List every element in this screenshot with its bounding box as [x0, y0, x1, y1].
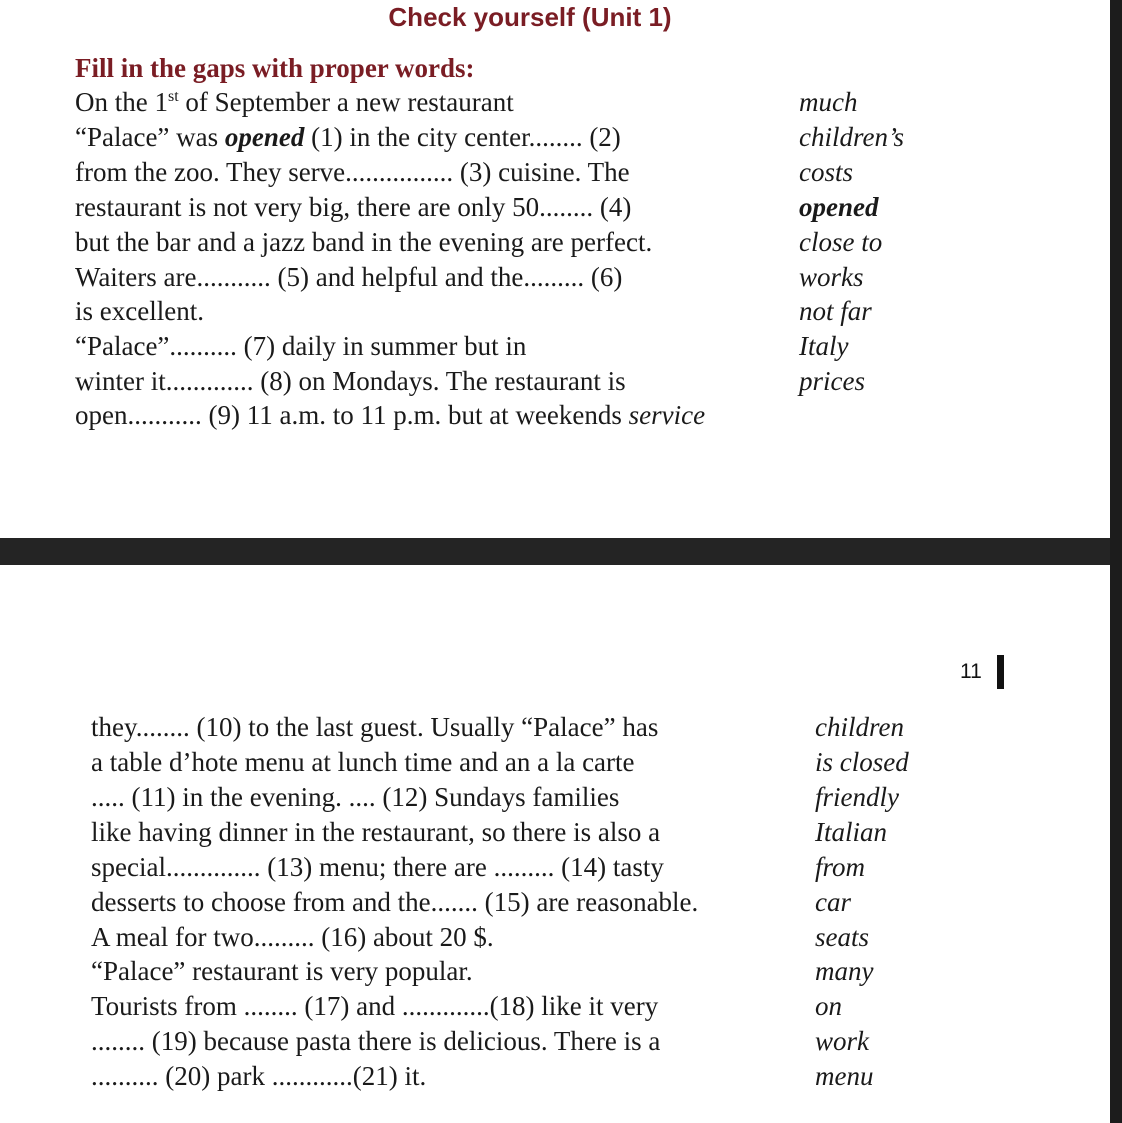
- page-title: Check yourself (Unit 1): [388, 2, 672, 32]
- page-number: 11: [960, 660, 982, 683]
- passage-line-3: from the zoo. They serve................ (3) cuisine. The: [75, 157, 630, 187]
- exercise-instruction: Fill in the gaps with proper words:: [75, 53, 475, 83]
- page-divider: [0, 538, 1110, 565]
- passage-line-10: open........... (9) 11 a.m. to 11 p.m. but at weekends service: [75, 400, 706, 430]
- word-bank-item: friendly: [815, 782, 899, 812]
- passage-line-7: is excellent.: [75, 296, 204, 326]
- word-bank-item: is closed: [815, 747, 909, 777]
- passage-line-14: like having dinner in the restaurant, so there is also a: [91, 817, 661, 847]
- word-bank-item: close to: [799, 227, 883, 257]
- word-bank-item: work: [815, 1026, 869, 1056]
- viewer-edge-bar: [1110, 0, 1122, 1123]
- word-bank-item: car: [815, 887, 851, 917]
- word-bank-item: on: [815, 991, 842, 1021]
- passage-line-2: “Palace” was opened (1) in the city center........ (2): [75, 122, 621, 152]
- passage-line-4: restaurant is not very big, there are only 50........ (4): [75, 192, 632, 222]
- passage-line-17: A meal for two......... (16) about 20 $.: [91, 922, 494, 952]
- passage-line-18: “Palace” restaurant is very popular.: [91, 956, 473, 986]
- passage-line-12: a table d’hote menu at lunch time and an a la carte: [91, 747, 635, 777]
- word-bank-item: not far: [799, 296, 872, 326]
- passage-line-21: .......... (20) park ............(21) it.: [91, 1061, 427, 1091]
- word-bank-item: much: [799, 87, 858, 117]
- top-page: [0, 0, 1110, 538]
- passage-line-16: desserts to choose from and the....... (15) are reasonable.: [91, 887, 699, 917]
- word-bank-item: from: [815, 852, 866, 882]
- passage-line-6: Waiters are........... (5) and helpful and the......... (6): [75, 262, 623, 292]
- word-bank-item: menu: [815, 1061, 874, 1091]
- word-bank-item: children: [815, 712, 904, 742]
- word-bank-item: children’s: [799, 122, 904, 152]
- passage-line-11: they........ (10) to the last guest. Usually “Palace” has: [91, 712, 659, 742]
- page-number-marker: [997, 655, 1004, 689]
- passage-line-1: On the 1st of September a new restaurant: [75, 87, 514, 117]
- word-bank-item: many: [815, 956, 874, 986]
- word-bank-item: Italian: [815, 817, 887, 847]
- passage-line-15: special.............. (13) menu; there are ......... (14) tasty: [91, 852, 664, 882]
- passage-line-19: Tourists from ........ (17) and .............(18) like it very: [91, 991, 659, 1021]
- passage-line-20: ........ (19) because pasta there is delicious. There is a: [91, 1026, 661, 1056]
- passage-line-13: ..... (11) in the evening. .... (12) Sundays families: [91, 782, 620, 812]
- word-bank-item: works: [799, 262, 864, 292]
- passage-line-5: but the bar and a jazz band in the evening are perfect.: [75, 227, 653, 257]
- word-bank-item: seats: [815, 922, 869, 952]
- passage-line-9: winter it............. (8) on Mondays. The restaurant is: [75, 366, 626, 396]
- word-bank-item: costs: [799, 157, 853, 187]
- passage-line-8: “Palace”.......... (7) daily in summer but in: [75, 331, 527, 361]
- word-bank-item: Italy: [799, 331, 849, 361]
- word-bank-item-used: opened: [799, 192, 879, 222]
- word-bank-item: prices: [799, 366, 865, 396]
